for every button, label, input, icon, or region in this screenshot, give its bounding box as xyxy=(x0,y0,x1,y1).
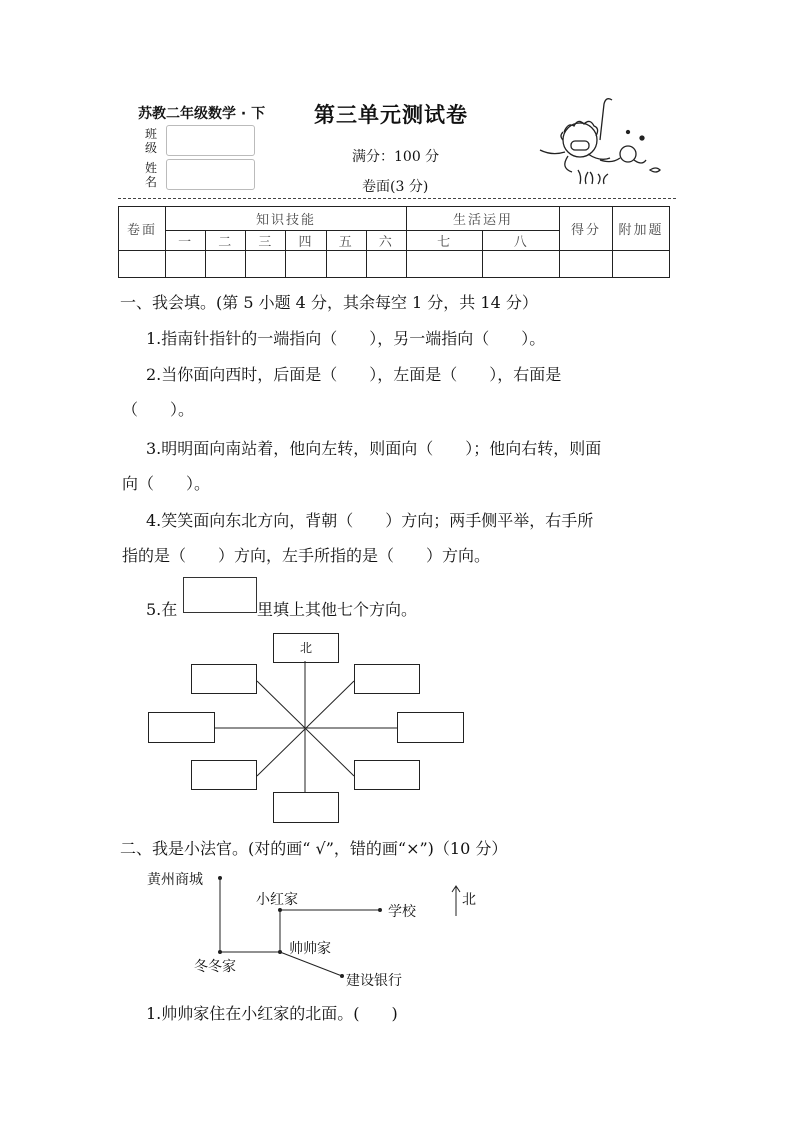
map-label-bank: 建设银行 xyxy=(346,973,402,989)
map-point-shuaishuai xyxy=(278,950,282,954)
col-score: 得分 xyxy=(560,207,613,251)
question-1-5-prefix: 5.在 xyxy=(146,600,178,619)
question-1-3b: 向（ ）。 xyxy=(122,474,211,493)
col-extra: 附加题 xyxy=(613,207,670,251)
page-title: 第三单元测试卷 xyxy=(314,102,468,127)
question-1-3a: 3.明明面向南站着，他向左转，则面向（ ）；他向右转，则面 xyxy=(146,439,602,458)
map-point-bank xyxy=(340,974,344,978)
sub-col-3: 三 xyxy=(246,231,286,251)
full-score: 满分：100 分 xyxy=(352,149,440,165)
map-point-huangzhou xyxy=(218,876,222,880)
map-label-huangzhou: 黄州商城 xyxy=(147,872,203,888)
subject-label: 苏教二年级数学 · 下 xyxy=(138,106,266,122)
sub-col-7: 七 xyxy=(406,231,482,251)
map-label-shuaishuai: 帅帅家 xyxy=(289,941,331,957)
sub-col-4: 四 xyxy=(286,231,326,251)
map-label-xiaohong: 小红家 xyxy=(256,892,298,908)
map-label-north: 北 xyxy=(462,892,476,908)
group-life: 生活运用 xyxy=(406,207,559,231)
question-2-1: 1.帅帅家住在小红家的北面。( ) xyxy=(146,1004,398,1023)
name-label: 姓名 xyxy=(144,160,157,189)
map-label-dongdong: 冬冬家 xyxy=(194,959,236,975)
question-1-1: 1.指南针指针的一端指向（ ），另一端指向（ ）。 xyxy=(146,329,546,348)
sub-col-5: 五 xyxy=(326,231,366,251)
question-1-4b: 指的是（ ）方向，左手所指的是（ ）方向。 xyxy=(122,546,491,565)
col-juanmian: 卷面 xyxy=(119,207,166,251)
class-label: 班级 xyxy=(144,126,157,155)
sub-col-8: 八 xyxy=(483,231,560,251)
map-point-school xyxy=(378,908,382,912)
compass-north-label: 北 xyxy=(299,641,312,655)
group-knowledge: 知识技能 xyxy=(166,207,407,231)
question-1-4a: 4.笑笑面向东北方向，背朝（ ）方向；两手侧平举，右手所 xyxy=(146,511,594,530)
neatness-score: 卷面(3 分) xyxy=(362,179,429,195)
sub-col-6: 六 xyxy=(366,231,406,251)
sub-col-2: 二 xyxy=(206,231,246,251)
question-1-2b: （ ）。 xyxy=(122,400,195,419)
question-1-2a: 2.当你面向西时，后面是（ ），左面是（ ），右面是 xyxy=(146,365,562,384)
section2-heading: 二、我是小法官。(对的画“ √”，错的画“×”)（10 分） xyxy=(120,839,508,858)
sub-col-1: 一 xyxy=(166,231,206,251)
question-1-5-suffix: 里填上其他七个方向。 xyxy=(257,600,418,619)
map-point-dongdong xyxy=(218,950,222,954)
map-label-school: 学校 xyxy=(388,904,416,920)
section1-heading: 一、我会填。(第 5 小题 4 分，其余每空 1 分，共 14 分） xyxy=(120,293,538,312)
